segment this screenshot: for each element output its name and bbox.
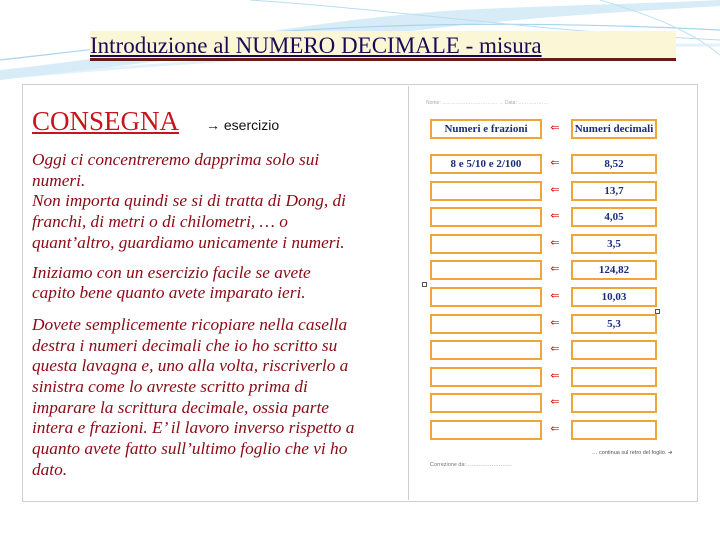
text-line: Dovete semplicemente ricopiare nella casella <box>32 314 348 334</box>
text-line: quant’altro, guardiamo unicamente i numeri. <box>32 232 345 252</box>
paragraph-start <box>30 263 402 304</box>
arrow-left-icon: ⇐ <box>550 342 560 355</box>
text-line: quanto avete fatto sull’ultimo foglio che vi ho <box>32 439 348 459</box>
fraction-input-box[interactable] <box>430 393 542 413</box>
header-numeri-decimali: Numeri decimali <box>571 119 657 139</box>
arrow-left-icon: ⇐ <box>550 316 560 329</box>
decimal-number-box: 8,52 <box>571 154 657 174</box>
text-line: Iniziamo con un esercizio facile se avete <box>32 262 311 282</box>
decimal-number-box: 13,7 <box>571 181 657 201</box>
resize-handle[interactable] <box>655 309 660 314</box>
paragraph-intro <box>30 150 402 254</box>
text-line: dato. <box>32 459 68 479</box>
worksheet-top-line: Nome: …………………………… → Data: ……………… <box>426 100 549 106</box>
text-line: intera e frazioni. E’ il lavoro inverso rispetto a <box>32 418 355 438</box>
arrow-left-icon: ⇐ <box>550 156 560 169</box>
arrow-left-icon: ⇐ <box>550 183 560 196</box>
fraction-input-box[interactable] <box>430 340 542 360</box>
decimal-number-box: 3,5 <box>571 234 657 254</box>
paragraph-task <box>30 315 402 481</box>
fraction-input-box[interactable] <box>430 314 542 334</box>
fraction-input-box[interactable]: 8 e 5/10 e 2/100 <box>430 154 542 174</box>
fraction-input-box[interactable] <box>430 367 542 387</box>
decimal-number-box: 4,05 <box>571 207 657 227</box>
instructions-column <box>30 104 402 481</box>
arrow-left-icon: ⇐ <box>550 395 560 408</box>
decimal-number-box <box>571 367 657 387</box>
text-line: Non importa quindi se si di tratta di Dong, di <box>32 191 346 211</box>
fraction-input-box[interactable] <box>430 420 542 440</box>
text-line: imparare la scrittura decimale, ossia parte <box>32 397 329 417</box>
arrow-left-icon: ⇐ <box>550 289 560 302</box>
text-line: franchi, di metri o di chilometri, … o <box>32 212 288 232</box>
arrow-left-icon: ⇐ <box>550 121 560 134</box>
text-line: capito bene quanto avete imparato ieri. <box>32 283 306 303</box>
decimal-number-box: 10,03 <box>571 287 657 307</box>
fraction-input-box[interactable] <box>430 287 542 307</box>
consegna-heading: CONSEGNA <box>32 106 180 136</box>
text-line: sinistra come lo avreste scritto prima di <box>32 377 308 397</box>
continua-note: … continua sul retro del foglio. ➔ <box>592 450 673 456</box>
arrow-left-icon: ⇐ <box>550 369 560 382</box>
worksheet <box>420 98 696 480</box>
text-line: questa lavagna e, uno alla volta, riscriverlo a <box>32 356 349 376</box>
fraction-input-box[interactable] <box>430 234 542 254</box>
resize-handle[interactable] <box>422 282 427 287</box>
arrow-left-icon: ⇐ <box>550 209 560 222</box>
fraction-input-box[interactable] <box>430 181 542 201</box>
header-numeri-frazioni: Numeri e frazioni <box>430 119 542 139</box>
correzione-note: Correzione da: …………………… <box>430 462 512 468</box>
decimal-number-box <box>571 340 657 360</box>
text-line: numeri. <box>32 170 86 190</box>
fraction-input-box[interactable] <box>430 207 542 227</box>
text-line: Oggi ci concentreremo dapprima solo sui <box>32 150 320 169</box>
arrow-left-icon: ⇐ <box>550 236 560 249</box>
decimal-number-box: 124,82 <box>571 260 657 280</box>
fraction-input-box[interactable] <box>430 260 542 280</box>
decimal-number-box: 5,3 <box>571 314 657 334</box>
text-line: destra i numeri decimali che io ho scritto su <box>32 335 338 355</box>
decimal-number-box <box>571 420 657 440</box>
column-divider <box>408 86 409 500</box>
arrow-left-icon: ⇐ <box>550 422 560 435</box>
decimal-number-box <box>571 393 657 413</box>
consegna-row <box>30 104 402 140</box>
arrow-left-icon: ⇐ <box>550 262 560 275</box>
slide-title: Introduzione al NUMERO DECIMALE - misura <box>90 31 676 61</box>
esercizio-label: → esercizio <box>206 117 280 133</box>
